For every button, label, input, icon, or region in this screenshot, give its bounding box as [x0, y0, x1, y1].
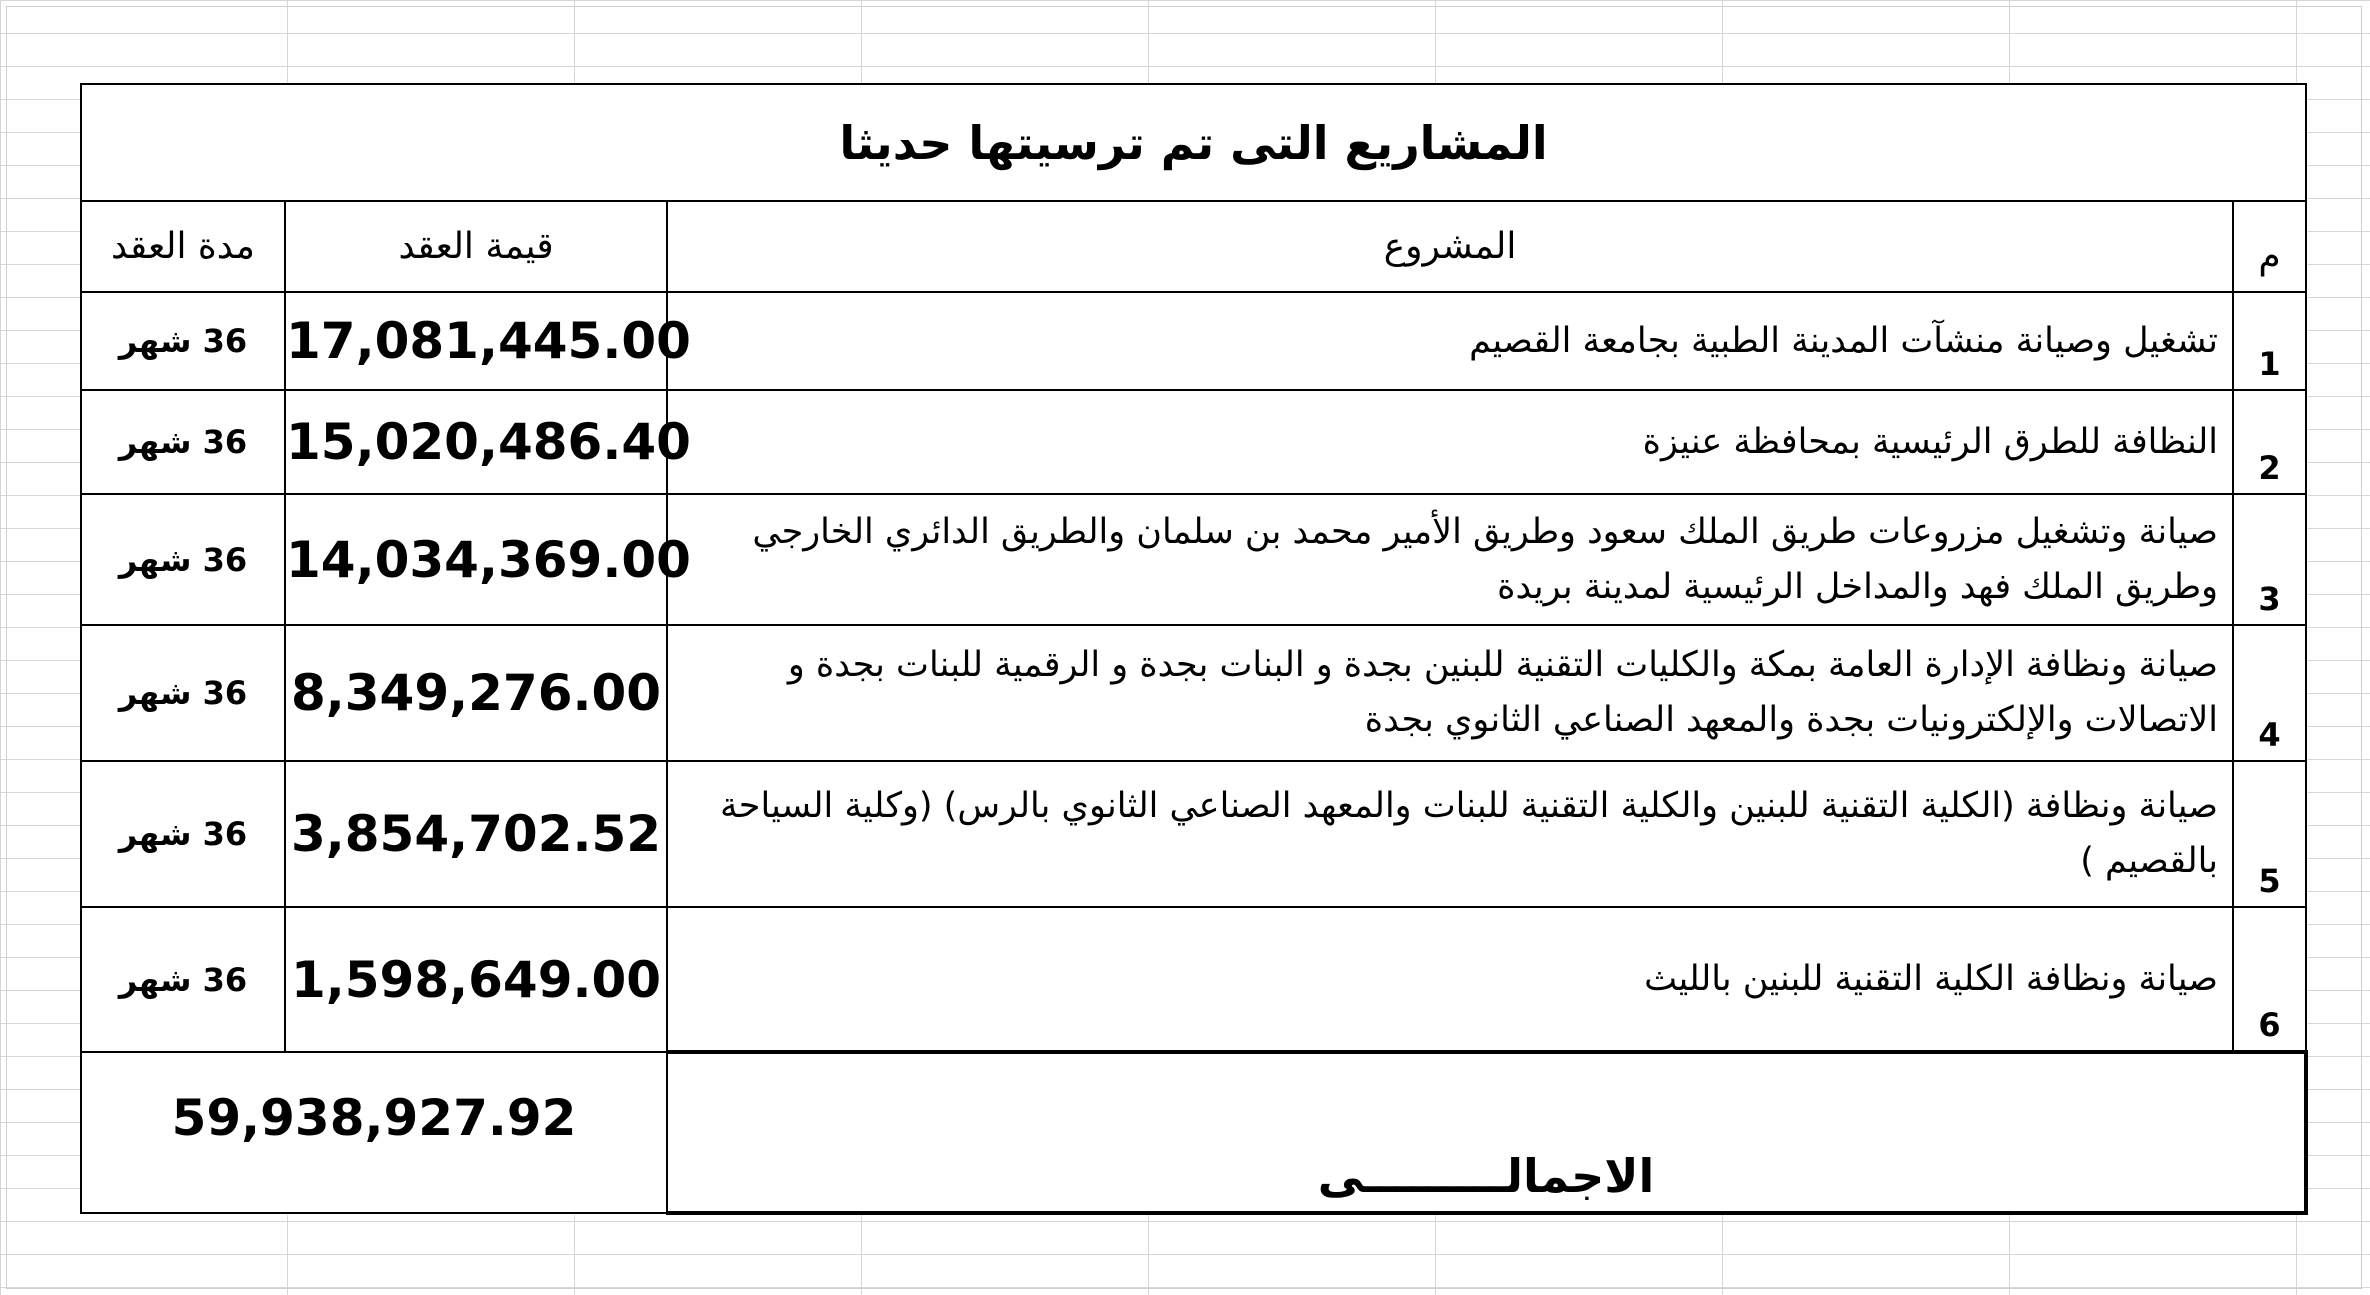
- header-project: المشروع: [667, 201, 2233, 292]
- contract-duration: 36 شهر: [81, 292, 285, 390]
- contract-value: 17,081,445.00: [285, 292, 667, 390]
- row-number: 6: [2233, 907, 2306, 1052]
- title-row: [81, 84, 2306, 201]
- contract-duration: 36 شهر: [81, 494, 285, 625]
- header-value: قيمة العقد: [285, 201, 667, 292]
- table-row: [81, 292, 2306, 390]
- contract-value: 8,349,276.00: [285, 625, 667, 761]
- contract-value: 1,598,649.00: [285, 907, 667, 1052]
- project-name: صيانة ونظافة الإدارة العامة بمكة والكليات التقنية للبنين بجدة و البنات بجدة و الرقمية للبنات بجدة و الاتصالات والإلكترونيات بجدة والمعهد الصناعي الثانوي بجدة: [667, 625, 2233, 761]
- contract-value: 3,854,702.52: [285, 761, 667, 907]
- project-name: صيانة ونظافة الكلية التقنية للبنين بالليث: [667, 907, 2233, 1052]
- row-number: 3: [2233, 494, 2306, 625]
- contract-duration: 36 شهر: [81, 390, 285, 494]
- row-number: 2: [2233, 390, 2306, 494]
- table-row: [81, 761, 2306, 907]
- project-name: تشغيل وصيانة منشآت المدينة الطبية بجامعة القصيم: [667, 292, 2233, 390]
- table-row: [81, 907, 2306, 1052]
- header-duration: مدة العقد: [81, 201, 285, 292]
- contract-duration: 36 شهر: [81, 625, 285, 761]
- contract-value: 15,020,486.40: [285, 390, 667, 494]
- total-label: الاجمالـــــــــى: [667, 1052, 2306, 1213]
- row-number: 1: [2233, 292, 2306, 390]
- table-row: [81, 390, 2306, 494]
- contract-duration: 36 شهر: [81, 761, 285, 907]
- project-name: صيانة ونظافة (الكلية التقنية للبنين والكلية التقنية للبنات والمعهد الصناعي الثانوي بالرس) (وكلية السياحة بالقصيم ): [667, 761, 2233, 907]
- header-row: [81, 201, 2306, 292]
- table-row: [81, 625, 2306, 761]
- table-row: [81, 494, 2306, 625]
- row-number: 5: [2233, 761, 2306, 907]
- contract-value: 14,034,369.00: [285, 494, 667, 625]
- projects-table: [80, 83, 2308, 1215]
- contract-duration: 36 شهر: [81, 907, 285, 1052]
- total-value: 59,938,927.92: [81, 1052, 667, 1213]
- row-number: 4: [2233, 625, 2306, 761]
- project-name: النظافة للطرق الرئيسية بمحافظة عنيزة: [667, 390, 2233, 494]
- project-name: صيانة وتشغيل مزروعات طريق الملك سعود وطريق الأمير محمد بن سلمان والطريق الدائري الخارجي وطريق الملك فهد والمداخل الرئيسية لمدينة بريدة: [667, 494, 2233, 625]
- table-title: المشاريع التى تم ترسيتها حديثا: [81, 84, 2306, 201]
- header-num: م: [2233, 201, 2306, 292]
- total-row: [81, 1052, 2306, 1213]
